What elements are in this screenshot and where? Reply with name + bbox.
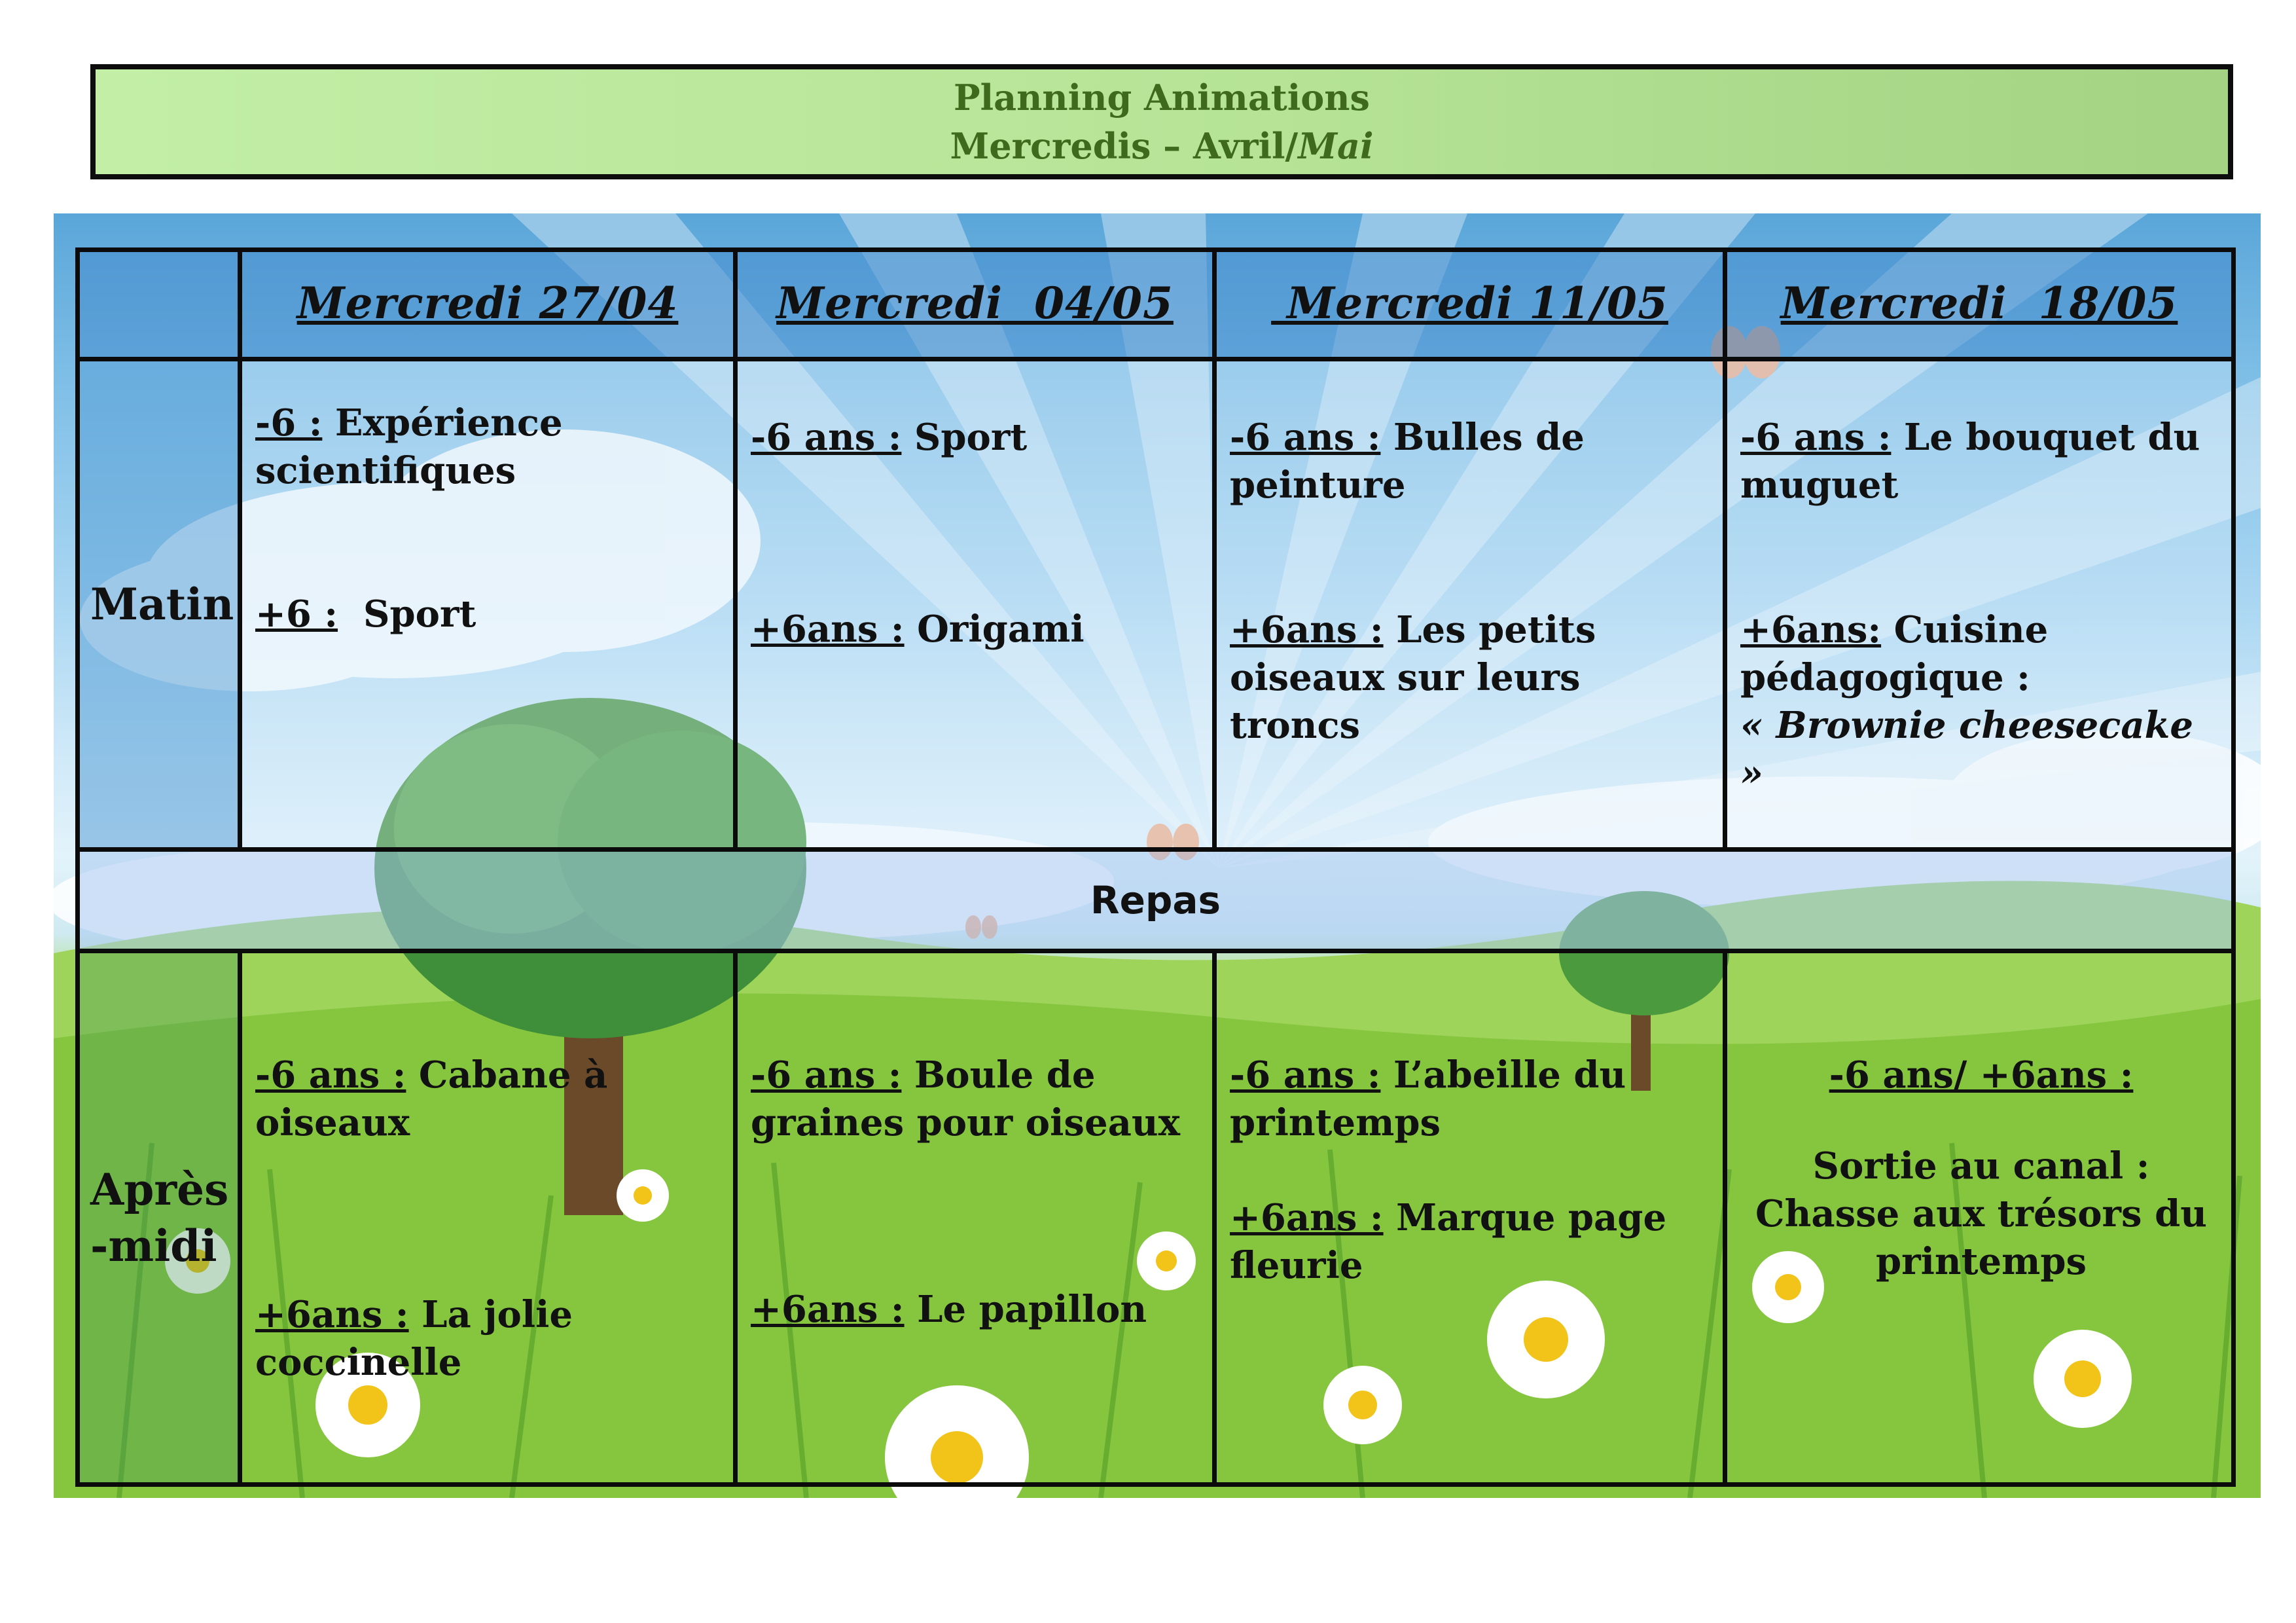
page-subtitle [950, 122, 1373, 170]
row-label-morning: Matin [78, 359, 240, 850]
activity-text: Cabane à oiseaux [255, 1053, 608, 1144]
activity-text: Le papillon [904, 1288, 1147, 1331]
activity-text: L’abeille du printemps [1230, 1053, 1626, 1144]
morning-cell-2 [736, 359, 1215, 850]
activity-text: Marque page fleurie [1230, 1196, 1667, 1287]
row-label-afternoon [78, 951, 240, 1485]
activity-under6 [1727, 414, 2231, 509]
activity-under6 [738, 414, 1212, 462]
age-label: -6 : [255, 401, 323, 445]
day-header-2 [736, 250, 1215, 359]
activity-text: Sport [338, 593, 476, 636]
activity-under6 [242, 1051, 733, 1147]
age-label: -6 ans : [255, 1053, 406, 1097]
day-label: Mercredi 18/05 [1780, 277, 2178, 329]
page-title: Planning Animations [954, 77, 1370, 119]
meal-label: Repas [78, 850, 2234, 951]
age-label: +6ans : [255, 1293, 409, 1336]
age-label: +6ans : [751, 608, 905, 651]
activity-text: Origami [904, 608, 1085, 651]
header-row [78, 250, 2234, 359]
activity-over6 [242, 591, 733, 638]
afternoon-row [78, 951, 2234, 1485]
activity-text: Boule de graines pour oiseaux [751, 1053, 1180, 1144]
activity-all-ages [1727, 1051, 2231, 1286]
planning-table [75, 247, 2236, 1487]
afternoon-cell-1 [240, 951, 736, 1485]
day-label: Mercredi 11/05 [1271, 277, 1668, 329]
activity-under6 [242, 399, 733, 495]
activity-text: Le bouquet du muguet [1740, 416, 2200, 507]
age-label: +6 : [255, 593, 338, 636]
day-header-1 [240, 250, 736, 359]
activity-over6 [1217, 606, 1723, 750]
activity-text: Bulles de peinture [1230, 416, 1585, 507]
day-header-3 [1215, 250, 1725, 359]
day-header-4 [1725, 250, 2234, 359]
header-banner [90, 64, 2233, 179]
afternoon-cell-4 [1725, 951, 2234, 1485]
age-label: +6ans : [1230, 1196, 1384, 1239]
meal-row [78, 850, 2234, 951]
morning-cell-1 [240, 359, 736, 850]
age-label: +6ans : [751, 1288, 905, 1331]
activity-over6 [738, 1286, 1212, 1334]
day-label: Mercredi 27/04 [296, 277, 679, 329]
subtitle-month-italic: Mai [1298, 125, 1374, 167]
activity-over6 [738, 606, 1212, 653]
activity-under6 [1217, 1051, 1723, 1147]
activity-over6 [1217, 1194, 1723, 1290]
subtitle-months: Mercredis – Avril/ [950, 125, 1299, 167]
corner-cell [78, 250, 240, 359]
age-label: -6 ans : [1230, 416, 1381, 459]
activity-under6 [738, 1051, 1212, 1147]
age-label: -6 ans/ +6ans : [1829, 1053, 2134, 1097]
age-label: +6ans : [1230, 608, 1384, 651]
activity-under6 [1217, 414, 1723, 509]
activity-over6 [1727, 606, 2231, 797]
recipe-name: « Brownie cheesecake » [1740, 704, 2194, 795]
age-label: -6 ans : [1230, 1053, 1381, 1097]
morning-cell-4 [1725, 359, 2234, 850]
activity-text: La jolie coccinelle [255, 1293, 573, 1384]
afternoon-cell-2 [736, 951, 1215, 1485]
morning-cell-3 [1215, 359, 1725, 850]
outing-title: Sortie au canal : [1812, 1144, 2150, 1188]
outing-detail: Chasse aux trésors du printemps [1755, 1192, 2207, 1283]
day-label: Mercredi 04/05 [776, 277, 1174, 329]
afternoon-label: Après -midi [90, 1164, 229, 1271]
activity-text: Les petits oiseaux sur leurs troncs [1230, 608, 1596, 747]
age-label: +6ans: [1740, 608, 1882, 651]
age-label: -6 ans : [751, 416, 902, 459]
morning-row [78, 359, 2234, 850]
activity-text: Cuisine pédagogique : [1740, 608, 2049, 699]
afternoon-cell-3 [1215, 951, 1725, 1485]
activity-over6 [242, 1291, 733, 1387]
activity-text: Expérience scientifiques [255, 401, 563, 492]
age-label: -6 ans : [1740, 416, 1892, 459]
age-label: -6 ans : [751, 1053, 902, 1097]
activity-text: Sport [901, 416, 1028, 459]
